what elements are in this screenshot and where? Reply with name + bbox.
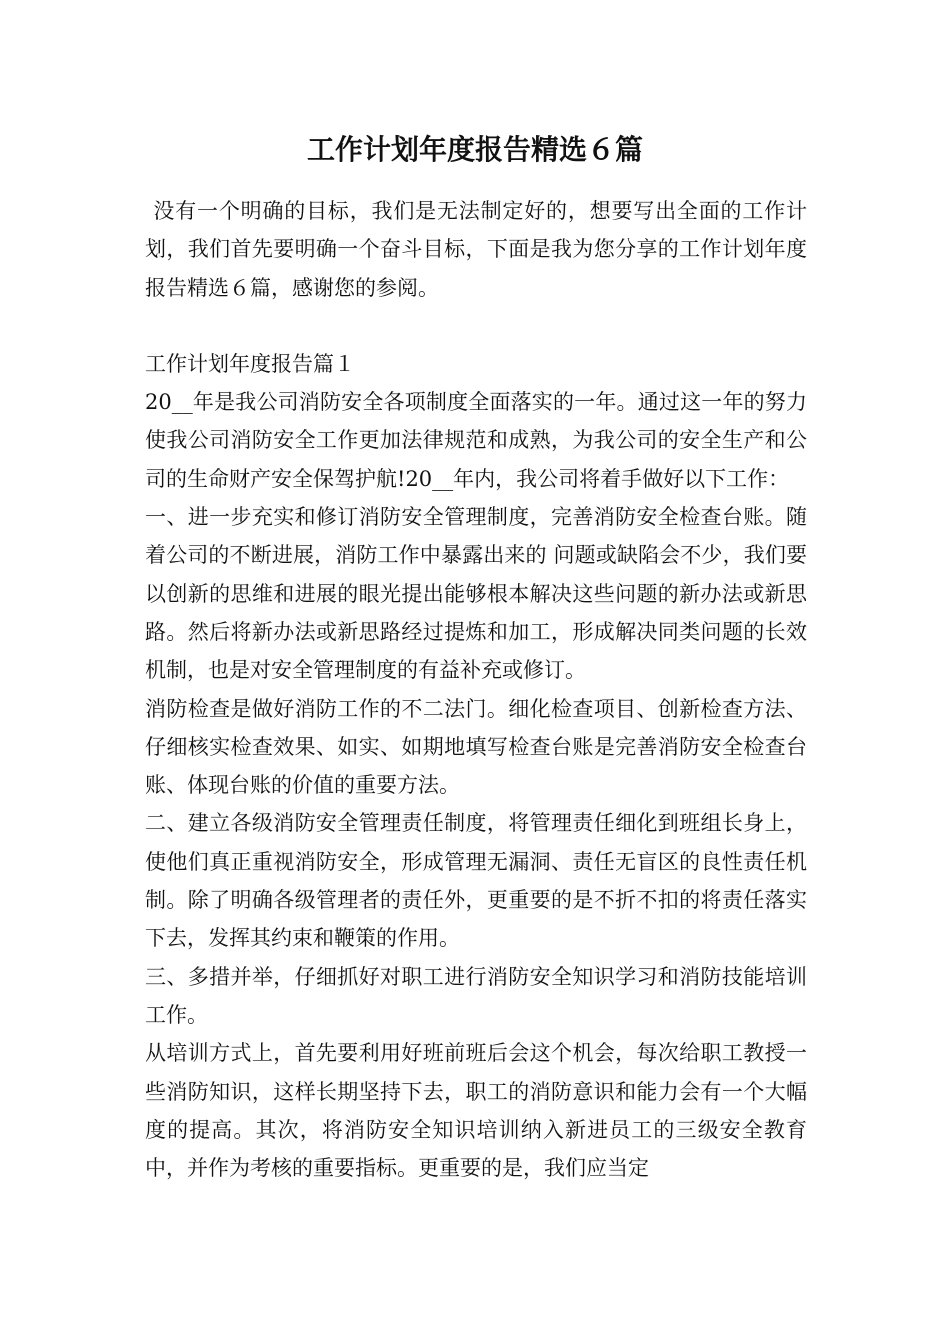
section-heading: 工作计划年度报告篇１	[145, 351, 355, 376]
document-title: 工作计划年度报告精选６篇	[306, 133, 643, 166]
body-paragraph: 三、多措并举，仔细抓好对职工进行消防安全知识学习和消防技能培训工作。	[145, 964, 807, 1027]
body-paragraph: 从培训方式上，首先要利用好班前班后会这个机会，每次给职工教授一些消防知识，这样长期坚持下去，职工的消防意识和能力会有一个大幅度的提高。其次，将消防安全知识培训纳入新进员工的三级安全教育中，并作为考核的重要指标。更重要的是，我们应当定	[145, 1041, 807, 1181]
body-paragraph: 二、建立各级消防安全管理责任制度，将管理责任细化到班组长身上，使他们真正重视消防安全，形成管理无漏洞、责任无盲区的良性责任机制。除了明确各级管理者的责任外，更重要的是不折不扣的将责任落实下去，发挥其约束和鞭策的作用。	[145, 811, 807, 951]
body-paragraph: 消防检查是做好消防工作的不二法门。细化检查项目、创新检查方法、仔细核实检查效果、如实、如期地填写检查台账是完善消防安全检查台账、体现台账的价值的重要方法。	[145, 696, 807, 798]
paragraph-spacer	[145, 307, 807, 345]
intro-paragraph: 没有一个明确的目标，我们是无法制定好的，想要写出全面的工作计划，我们首先要明确一个奋斗目标，下面是我为您分享的工作计划年度报告精选６篇，感谢您的参阅。	[145, 199, 807, 300]
document-body	[145, 192, 807, 1187]
body-paragraph: 一、进一步充实和修订消防安全管理制度，完善消防安全检查台账。随着公司的不断进展，消防工作中暴露出来的 问题或缺陷会不少，我们要以创新的思维和进展的眼光提出能够根本解决这些问题的新办法或新思路。然后将新办法或新思路经过提炼和加工，形成解决同类问题的长效机制，也是对安全管理制度的有益补充或修订。	[145, 505, 807, 683]
body-paragraph: 20__年是我公司消防安全各项制度全面落实的一年。通过这一年的努力使我公司消防安全工作更加法律规范和成熟，为我公司的安全生产和公司的生命财产安全保驾护航!20__年内，我公司将着手做好以下工作：	[145, 390, 807, 491]
